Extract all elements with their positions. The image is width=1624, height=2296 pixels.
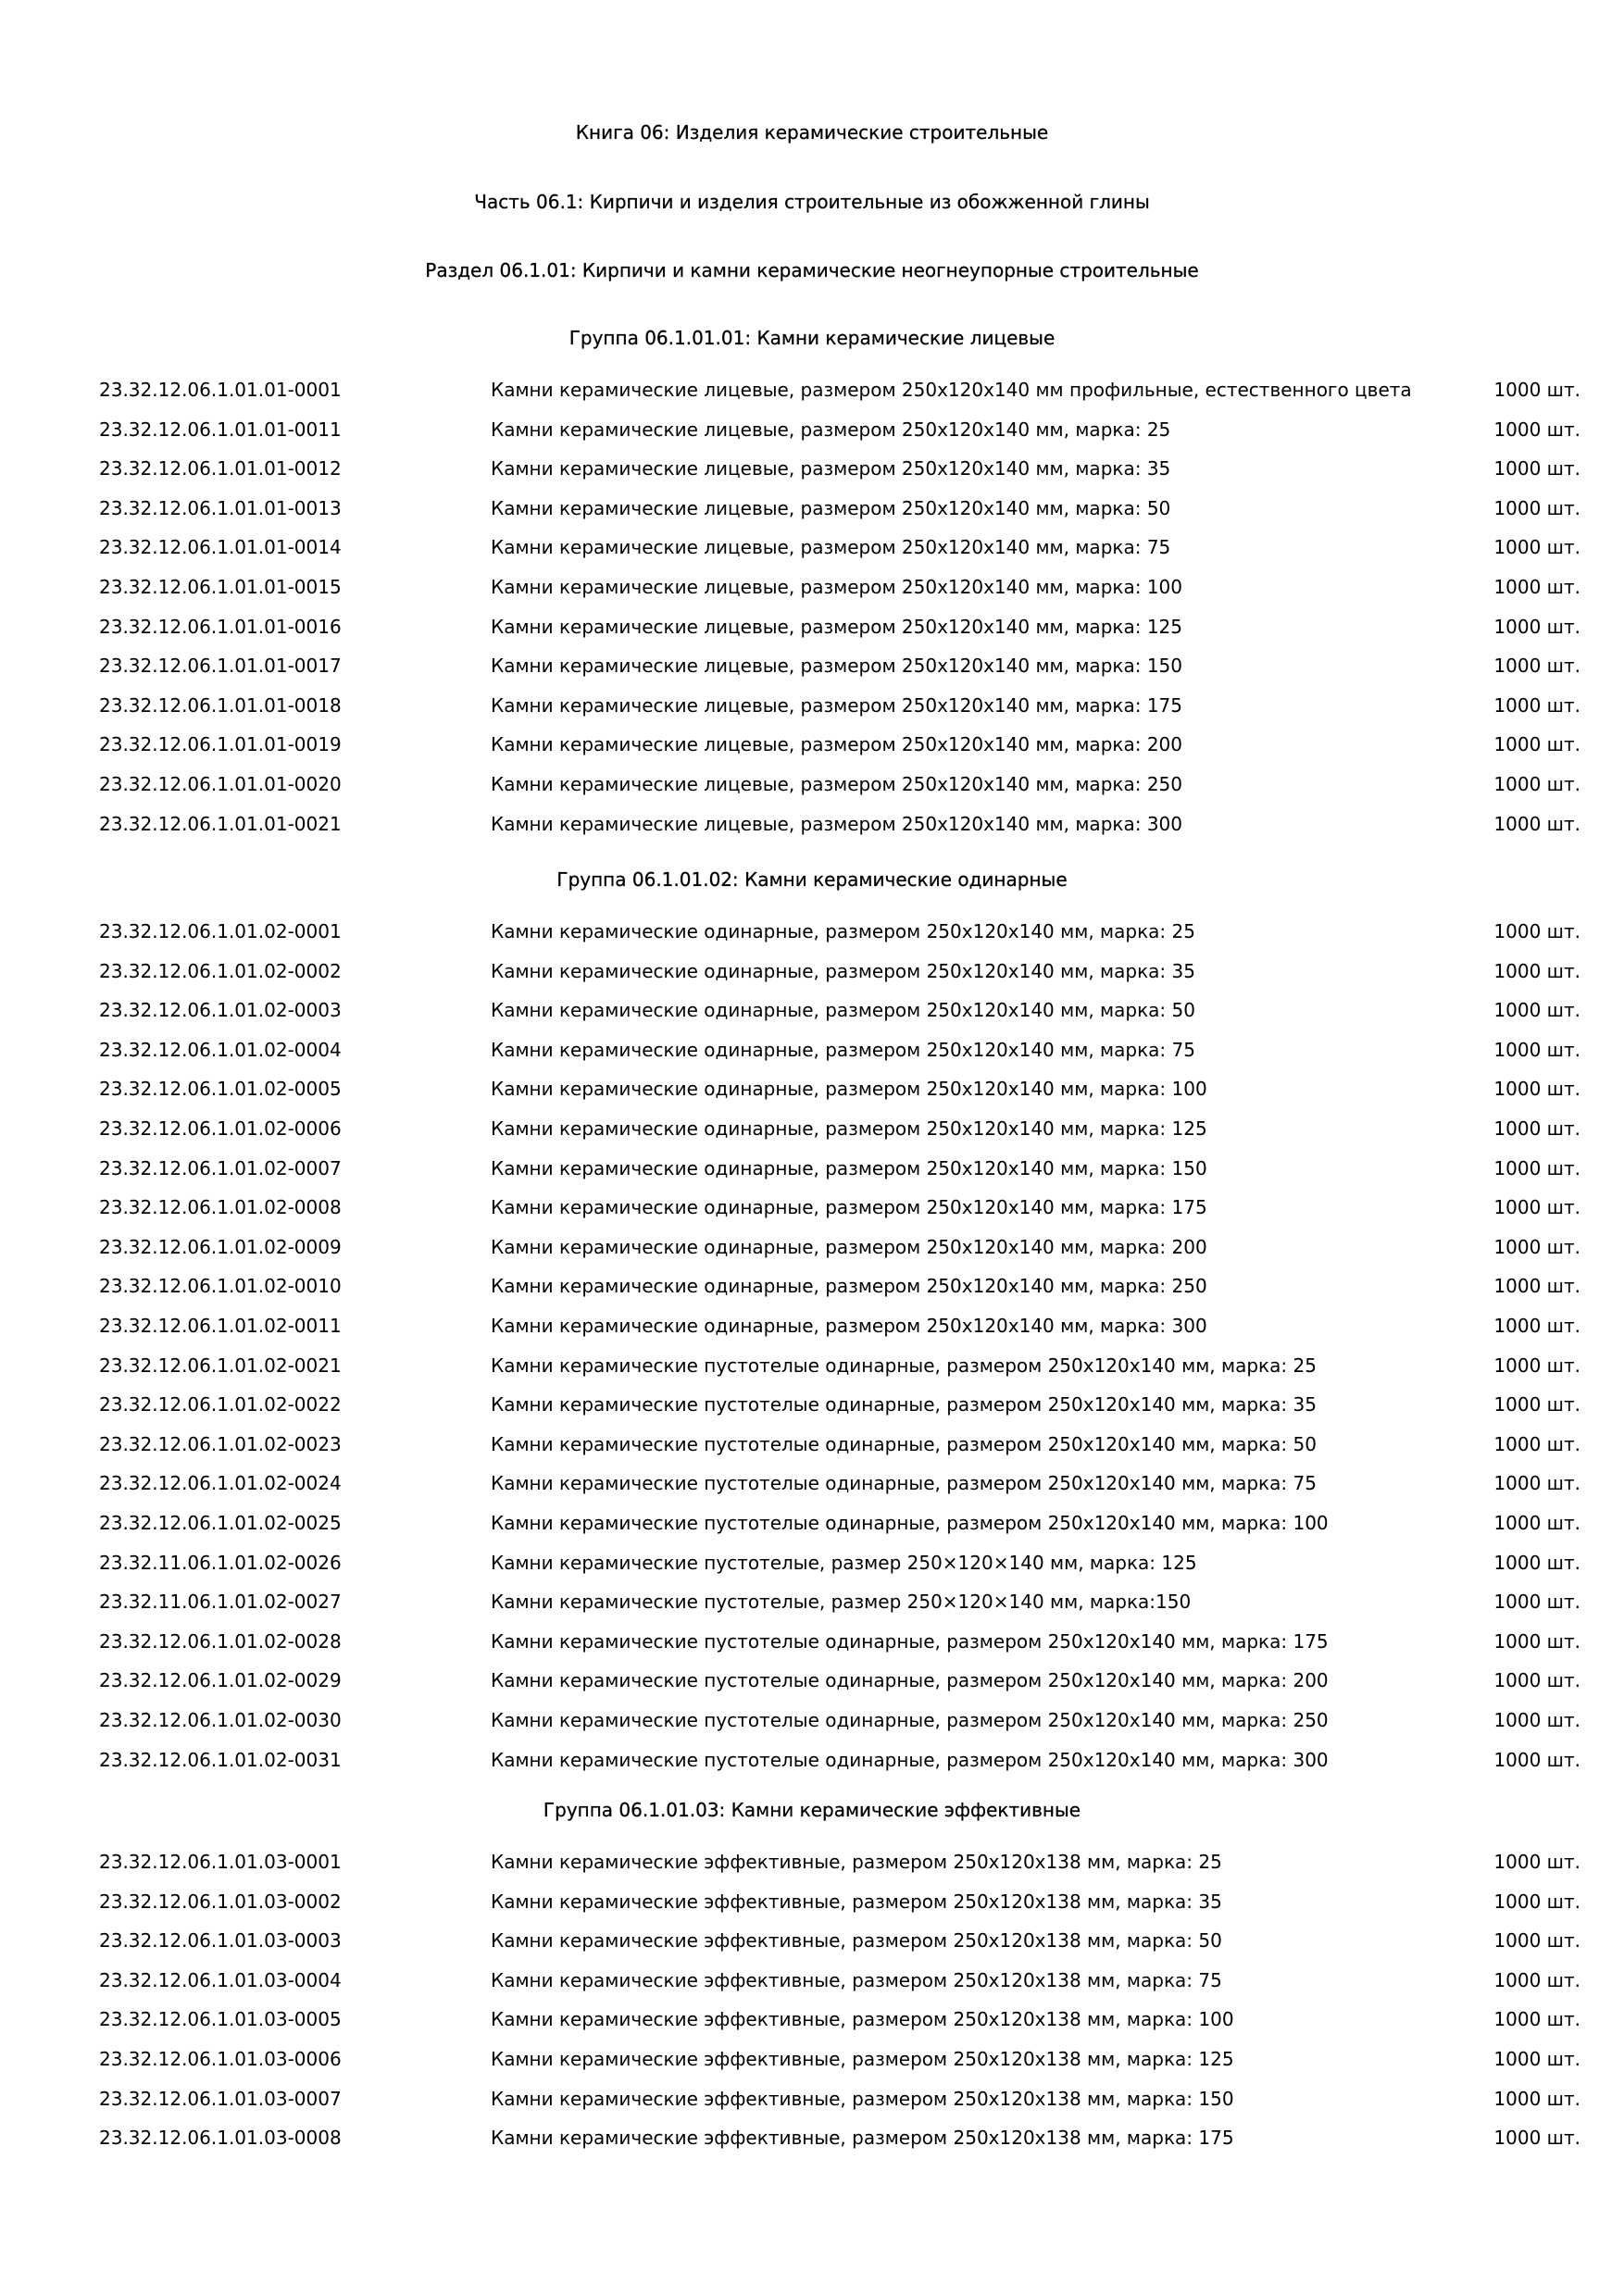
list-item [0, 1628, 1624, 1654]
list-item [0, 417, 1624, 443]
item-code: 23.32.12.06.1.01.01-0012 [99, 457, 342, 480]
list-item [0, 731, 1624, 757]
item-unit: 1000 шт. [1493, 576, 1580, 598]
item-unit: 1000 шт. [1493, 2087, 1580, 2110]
list-item [0, 1037, 1624, 1063]
item-code: 23.32.12.06.1.01.02-0003 [99, 999, 342, 1022]
item-desc: Камни керамические пустотелые одинарные, размером 250х120х140 мм, марка: 35 [491, 1393, 1317, 1416]
item-unit: 1000 шт. [1493, 693, 1580, 717]
list-item [0, 1353, 1624, 1379]
item-desc: Камни керамические пустотелые одинарные, размером 250х120х140 мм, марка: 175 [491, 1629, 1329, 1653]
list-item [0, 1431, 1624, 1457]
item-desc: Камни керамические пустотелые одинарные, размером 250х120х140 мм, марка: 200 [491, 1669, 1329, 1692]
item-code: 23.32.12.06.1.01.01-0013 [99, 496, 342, 519]
item-unit: 1000 шт. [1493, 1393, 1580, 1416]
item-desc: Камни керамические одинарные, размером 250х120х140 мм, марка: 300 [491, 1315, 1207, 1337]
item-desc: Камни керамические одинарные, размером 250х120х140 мм, марка: 25 [491, 920, 1195, 942]
group-heading: Группа 06.1.01.02: Камни керамические одинарные [556, 868, 1068, 891]
item-desc: Камни керамические одинарные, размером 250х120х140 мм, марка: 175 [491, 1196, 1207, 1219]
item-desc: Камни керамические эффективные, размером 250х120х138 мм, марка: 150 [491, 2087, 1234, 2110]
item-code: 23.32.12.06.1.01.02-0009 [99, 1235, 342, 1258]
item-desc: Камни керамические эффективные, размером 250х120х138 мм, марка: 125 [491, 2048, 1234, 2070]
item-code: 23.32.12.06.1.01.02-0021 [99, 1354, 342, 1377]
list-item [0, 918, 1624, 944]
item-code: 23.32.12.06.1.01.01-0017 [99, 655, 342, 678]
item-code: 23.32.12.06.1.01.03-0005 [99, 2008, 342, 2031]
list-item [0, 653, 1624, 679]
item-code: 23.32.12.06.1.01.01-0014 [99, 536, 342, 559]
group-heading: Группа 06.1.01.01: Камни керамические лицевые [568, 327, 1056, 349]
list-item [0, 1849, 1624, 1875]
list-item [0, 1076, 1624, 1102]
list-item [0, 958, 1624, 984]
item-desc: Камни керамические лицевые, размером 250х120х140 мм, марка: 75 [491, 536, 1171, 559]
item-code: 23.32.12.06.1.01.02-0006 [99, 1117, 342, 1140]
item-desc: Камни керамические пустотелые одинарные, размером 250х120х140 мм, марка: 25 [491, 1354, 1317, 1377]
list-item [0, 1510, 1624, 1536]
item-unit: 1000 шт. [1493, 999, 1580, 1022]
item-unit: 1000 шт. [1493, 1078, 1580, 1101]
book-heading: Книга 06: Изделия керамические строительные [575, 121, 1049, 144]
item-unit: 1000 шт. [1493, 1851, 1580, 1873]
item-desc: Камни керамические пустотелые одинарные, размером 250х120х140 мм, марка: 75 [491, 1472, 1317, 1495]
list-item [0, 1747, 1624, 1773]
list-item [0, 2006, 1624, 2032]
item-code: 23.32.12.06.1.01.01-0016 [99, 615, 342, 638]
list-item [0, 771, 1624, 797]
list-item [0, 997, 1624, 1023]
item-unit: 1000 шт. [1493, 1117, 1580, 1140]
item-desc: Камни керамические одинарные, размером 250х120х140 мм, марка: 75 [491, 1038, 1195, 1061]
item-unit: 1000 шт. [1493, 1038, 1580, 1061]
item-desc: Камни керамические лицевые, размером 250х120х140 мм, марка: 25 [491, 418, 1171, 441]
item-desc: Камни керамические лицевые, размером 250х120х140 мм, марка: 50 [491, 496, 1171, 519]
item-code: 23.32.12.06.1.01.02-0023 [99, 1432, 342, 1455]
item-desc: Камни керамические лицевые, размером 250х120х140 мм, марка: 100 [491, 576, 1182, 598]
item-desc: Камни керамические пустотелые одинарные, размером 250х120х140 мм, марка: 250 [491, 1709, 1329, 1731]
item-code: 23.32.12.06.1.01.02-0030 [99, 1709, 342, 1731]
item-code: 23.32.12.06.1.01.01-0019 [99, 733, 342, 756]
item-desc: Камни керамические эффективные, размером 250х120х138 мм, марка: 25 [491, 1851, 1222, 1873]
list-item [0, 534, 1624, 560]
item-unit: 1000 шт. [1493, 615, 1580, 638]
item-code: 23.32.12.06.1.01.03-0004 [99, 1968, 342, 1991]
item-unit: 1000 шт. [1493, 1929, 1580, 1953]
item-desc: Камни керамические пустотелые, размер 250×120×140 мм, марка:150 [491, 1591, 1192, 1614]
item-unit: 1000 шт. [1493, 1315, 1580, 1337]
item-desc: Камни керамические одинарные, размером 250х120х140 мм, марка: 100 [491, 1078, 1207, 1101]
item-unit: 1000 шт. [1493, 959, 1580, 982]
item-code: 23.32.12.06.1.01.03-0007 [99, 2087, 342, 2110]
item-code: 23.32.12.06.1.01.02-0025 [99, 1512, 342, 1534]
item-unit: 1000 шт. [1493, 1432, 1580, 1455]
item-desc: Камни керамические эффективные, размером 250х120х138 мм, марка: 75 [491, 1968, 1222, 1991]
item-desc: Камни керамические одинарные, размером 250х120х140 мм, марка: 200 [491, 1235, 1207, 1258]
item-code: 23.32.12.06.1.01.02-0031 [99, 1748, 342, 1771]
item-code: 23.32.12.06.1.01.03-0006 [99, 2048, 342, 2070]
item-unit: 1000 шт. [1493, 379, 1580, 401]
item-desc: Камни керамические одинарные, размером 250х120х140 мм, марка: 250 [491, 1275, 1207, 1298]
list-item [0, 1550, 1624, 1576]
group-heading: Группа 06.1.01.03: Камни керамические эффективные [543, 1799, 1081, 1821]
item-code: 23.32.12.06.1.01.03-0003 [99, 1929, 342, 1953]
item-unit: 1000 шт. [1493, 418, 1580, 441]
item-code: 23.32.12.06.1.01.02-0001 [99, 920, 342, 942]
item-unit: 1000 шт. [1493, 920, 1580, 942]
item-code: 23.32.12.06.1.01.02-0022 [99, 1393, 342, 1416]
list-item [0, 574, 1624, 600]
item-code: 23.32.12.06.1.01.02-0004 [99, 1038, 342, 1061]
list-item [0, 1155, 1624, 1181]
item-code: 23.32.12.06.1.01.01-0018 [99, 693, 342, 717]
list-item [0, 495, 1624, 521]
item-code: 23.32.12.06.1.01.02-0007 [99, 1156, 342, 1179]
item-unit: 1000 шт. [1493, 1968, 1580, 1991]
item-unit: 1000 шт. [1493, 1669, 1580, 1692]
item-desc: Камни керамические одинарные, размером 250х120х140 мм, марка: 35 [491, 959, 1195, 982]
list-item [0, 2046, 1624, 2072]
item-code: 23.32.12.06.1.01.02-0010 [99, 1275, 342, 1298]
item-unit: 1000 шт. [1493, 1275, 1580, 1298]
list-item [0, 693, 1624, 718]
item-code: 23.32.12.06.1.01.03-0001 [99, 1851, 342, 1873]
item-desc: Камни керамические лицевые, размером 250х120х140 мм, марка: 35 [491, 457, 1171, 480]
item-code: 23.32.12.06.1.01.02-0024 [99, 1472, 342, 1495]
item-unit: 1000 шт. [1493, 1156, 1580, 1179]
item-code: 23.32.12.06.1.01.03-0008 [99, 2127, 342, 2150]
item-desc: Камни керамические лицевые, размером 250х120х140 мм профильные, естественного цвета [491, 379, 1412, 401]
item-desc: Камни керамические лицевые, размером 250х120х140 мм, марка: 250 [491, 773, 1182, 795]
item-code: 23.32.12.06.1.01.01-0015 [99, 576, 342, 598]
list-item [0, 1234, 1624, 1260]
list-item [0, 2086, 1624, 2112]
item-desc: Камни керамические пустотелые одинарные, размером 250х120х140 мм, марка: 100 [491, 1512, 1329, 1534]
list-item [0, 1707, 1624, 1733]
item-desc: Камни керамические лицевые, размером 250х120х140 мм, марка: 200 [491, 733, 1182, 756]
item-unit: 1000 шт. [1493, 2127, 1580, 2150]
item-unit: 1000 шт. [1493, 1591, 1580, 1614]
item-code: 23.32.12.06.1.01.02-0011 [99, 1315, 342, 1337]
item-unit: 1000 шт. [1493, 1196, 1580, 1219]
item-code: 23.32.12.06.1.01.02-0028 [99, 1629, 342, 1653]
list-item [0, 1928, 1624, 1953]
item-desc: Камни керамические эффективные, размером 250х120х138 мм, марка: 100 [491, 2008, 1234, 2031]
item-code: 23.32.12.06.1.01.01-0020 [99, 773, 342, 795]
list-item [0, 1589, 1624, 1615]
item-desc: Камни керамические эффективные, размером 250х120х138 мм, марка: 175 [491, 2127, 1234, 2150]
item-code: 23.32.12.06.1.01.01-0001 [99, 379, 342, 401]
list-item [0, 1889, 1624, 1915]
item-desc: Камни керамические пустотелые, размер 250×120×140 мм, марка: 125 [491, 1551, 1197, 1574]
item-desc: Камни керамические лицевые, размером 250х120х140 мм, марка: 175 [491, 693, 1182, 717]
item-unit: 1000 шт. [1493, 1512, 1580, 1534]
item-code: 23.32.12.06.1.01.02-0002 [99, 959, 342, 982]
list-item [0, 1391, 1624, 1417]
item-desc: Камни керамические одинарные, размером 250х120х140 мм, марка: 150 [491, 1156, 1207, 1179]
item-unit: 1000 шт. [1493, 773, 1580, 795]
list-item [0, 2125, 1624, 2151]
item-code: 23.32.12.06.1.01.02-0029 [99, 1669, 342, 1692]
item-code: 23.32.11.06.1.01.02-0026 [99, 1551, 342, 1574]
item-desc: Камни керамические лицевые, размером 250х120х140 мм, марка: 125 [491, 615, 1182, 638]
item-desc: Камни керамические одинарные, размером 250х120х140 мм, марка: 125 [491, 1117, 1207, 1140]
item-unit: 1000 шт. [1493, 1709, 1580, 1731]
list-item [0, 811, 1624, 837]
list-item [0, 455, 1624, 481]
item-unit: 1000 шт. [1493, 1354, 1580, 1377]
list-item [0, 1194, 1624, 1220]
item-code: 23.32.12.06.1.01.03-0002 [99, 1890, 342, 1913]
item-unit: 1000 шт. [1493, 457, 1580, 480]
part-heading: Часть 06.1: Кирпичи и изделия строительные из обожженной глины [474, 191, 1150, 213]
item-unit: 1000 шт. [1493, 2008, 1580, 2031]
item-unit: 1000 шт. [1493, 1472, 1580, 1495]
item-desc: Камни керамические пустотелые одинарные, размером 250х120х140 мм, марка: 50 [491, 1432, 1317, 1455]
list-item [0, 1313, 1624, 1339]
item-desc: Камни керамические эффективные, размером 250х120х138 мм, марка: 50 [491, 1929, 1222, 1953]
list-item [0, 1667, 1624, 1693]
list-item [0, 1116, 1624, 1142]
item-unit: 1000 шт. [1493, 1748, 1580, 1771]
item-unit: 1000 шт. [1493, 496, 1580, 519]
list-item [0, 377, 1624, 403]
item-unit: 1000 шт. [1493, 1551, 1580, 1574]
list-item [0, 1470, 1624, 1496]
list-item [0, 614, 1624, 640]
item-code: 23.32.11.06.1.01.02-0027 [99, 1591, 342, 1614]
item-unit: 1000 шт. [1493, 1890, 1580, 1913]
item-code: 23.32.12.06.1.01.02-0005 [99, 1078, 342, 1101]
list-item [0, 1273, 1624, 1299]
item-unit: 1000 шт. [1493, 2048, 1580, 2070]
item-desc: Камни керамические эффективные, размером 250х120х138 мм, марка: 35 [491, 1890, 1222, 1913]
item-desc: Камни керамические одинарные, размером 250х120х140 мм, марка: 50 [491, 999, 1195, 1022]
item-code: 23.32.12.06.1.01.01-0011 [99, 418, 342, 441]
item-unit: 1000 шт. [1493, 1235, 1580, 1258]
item-desc: Камни керамические лицевые, размером 250х120х140 мм, марка: 300 [491, 812, 1182, 835]
item-unit: 1000 шт. [1493, 1629, 1580, 1653]
item-desc: Камни керамические пустотелые одинарные, размером 250х120х140 мм, марка: 300 [491, 1748, 1329, 1771]
item-code: 23.32.12.06.1.01.01-0021 [99, 812, 342, 835]
item-code: 23.32.12.06.1.01.02-0008 [99, 1196, 342, 1219]
list-item [0, 1967, 1624, 1993]
item-unit: 1000 шт. [1493, 536, 1580, 559]
section-heading: Раздел 06.1.01: Кирпичи и камни керамические неогнеупорные строительные [425, 259, 1199, 281]
item-unit: 1000 шт. [1493, 733, 1580, 756]
item-unit: 1000 шт. [1493, 812, 1580, 835]
item-unit: 1000 шт. [1493, 655, 1580, 678]
item-desc: Камни керамические лицевые, размером 250х120х140 мм, марка: 150 [491, 655, 1182, 678]
